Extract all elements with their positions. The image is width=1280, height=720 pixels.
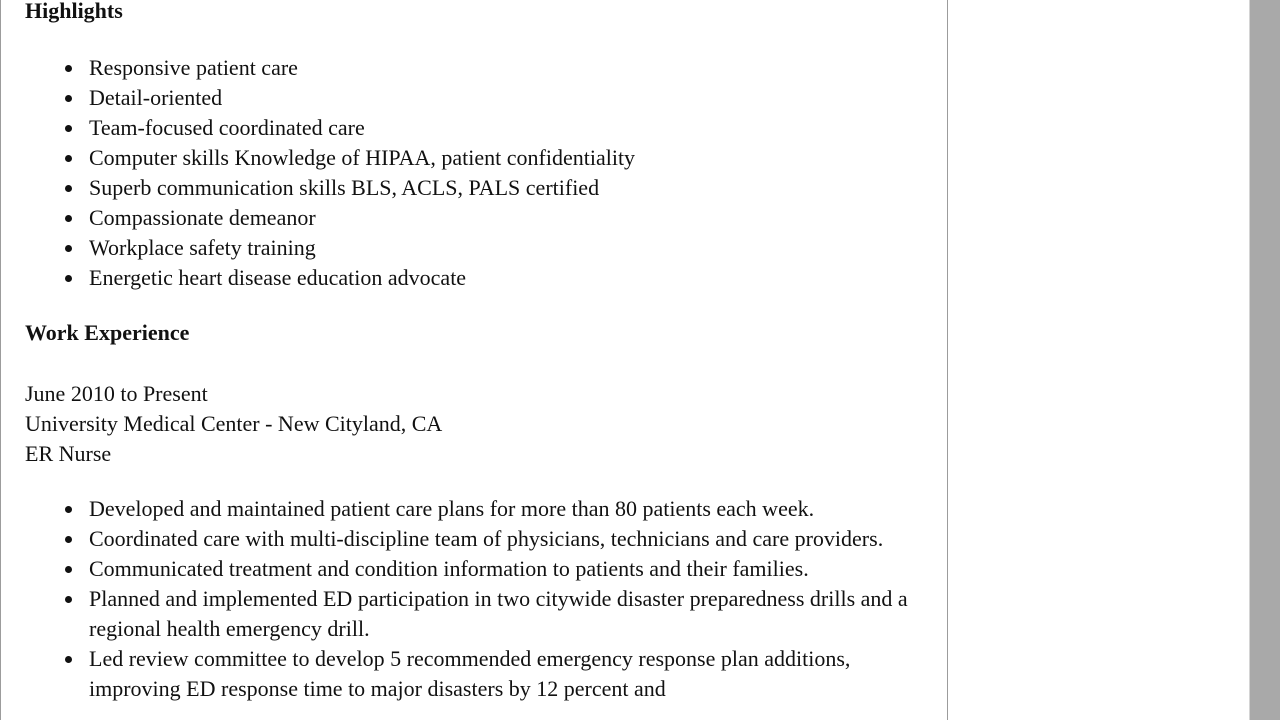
job-dates: June 2010 to Present [25, 381, 208, 406]
resume-content [25, 0, 930, 704]
scrollbar-track-edge [1249, 0, 1250, 720]
highlights-heading: Highlights [25, 0, 123, 23]
job-duties-list [25, 494, 930, 704]
page-margin-area [949, 0, 1249, 720]
job-duty-item: Planned and implemented ED participation in two citywide disaster preparedness drills and a regional health emergency drill. [89, 584, 930, 644]
highlight-item: Team-focused coordinated care [89, 113, 930, 143]
job-duty-item: Coordinated care with multi-discipline team of physicians, technicians and care providers. [89, 524, 930, 554]
work-experience-heading: Work Experience [25, 320, 190, 345]
highlight-item: Workplace safety training [89, 233, 930, 263]
job-duty-item: Led review committee to develop 5 recommended emergency response plan additions, improving ED response time to major disasters by 12 percent and [89, 644, 930, 704]
job-title: ER Nurse [25, 441, 112, 466]
job-employer: University Medical Center - New Cityland, CA [25, 411, 443, 436]
highlight-item: Energetic heart disease education advocate [89, 263, 930, 293]
highlight-item: Superb communication skills BLS, ACLS, PALS certified [89, 173, 930, 203]
highlight-item: Compassionate demeanor [89, 203, 930, 233]
highlight-item: Responsive patient care [89, 53, 930, 83]
job-entry [25, 379, 930, 469]
highlight-item: Detail-oriented [89, 83, 930, 113]
job-duty-item: Communicated treatment and condition information to patients and their families. [89, 554, 930, 584]
highlight-item: Computer skills Knowledge of HIPAA, patient confidentiality [89, 143, 930, 173]
highlights-list [25, 53, 930, 293]
vertical-scrollbar[interactable] [1249, 0, 1280, 720]
job-duty-item: Developed and maintained patient care plans for more than 80 patients each week. [89, 494, 930, 524]
